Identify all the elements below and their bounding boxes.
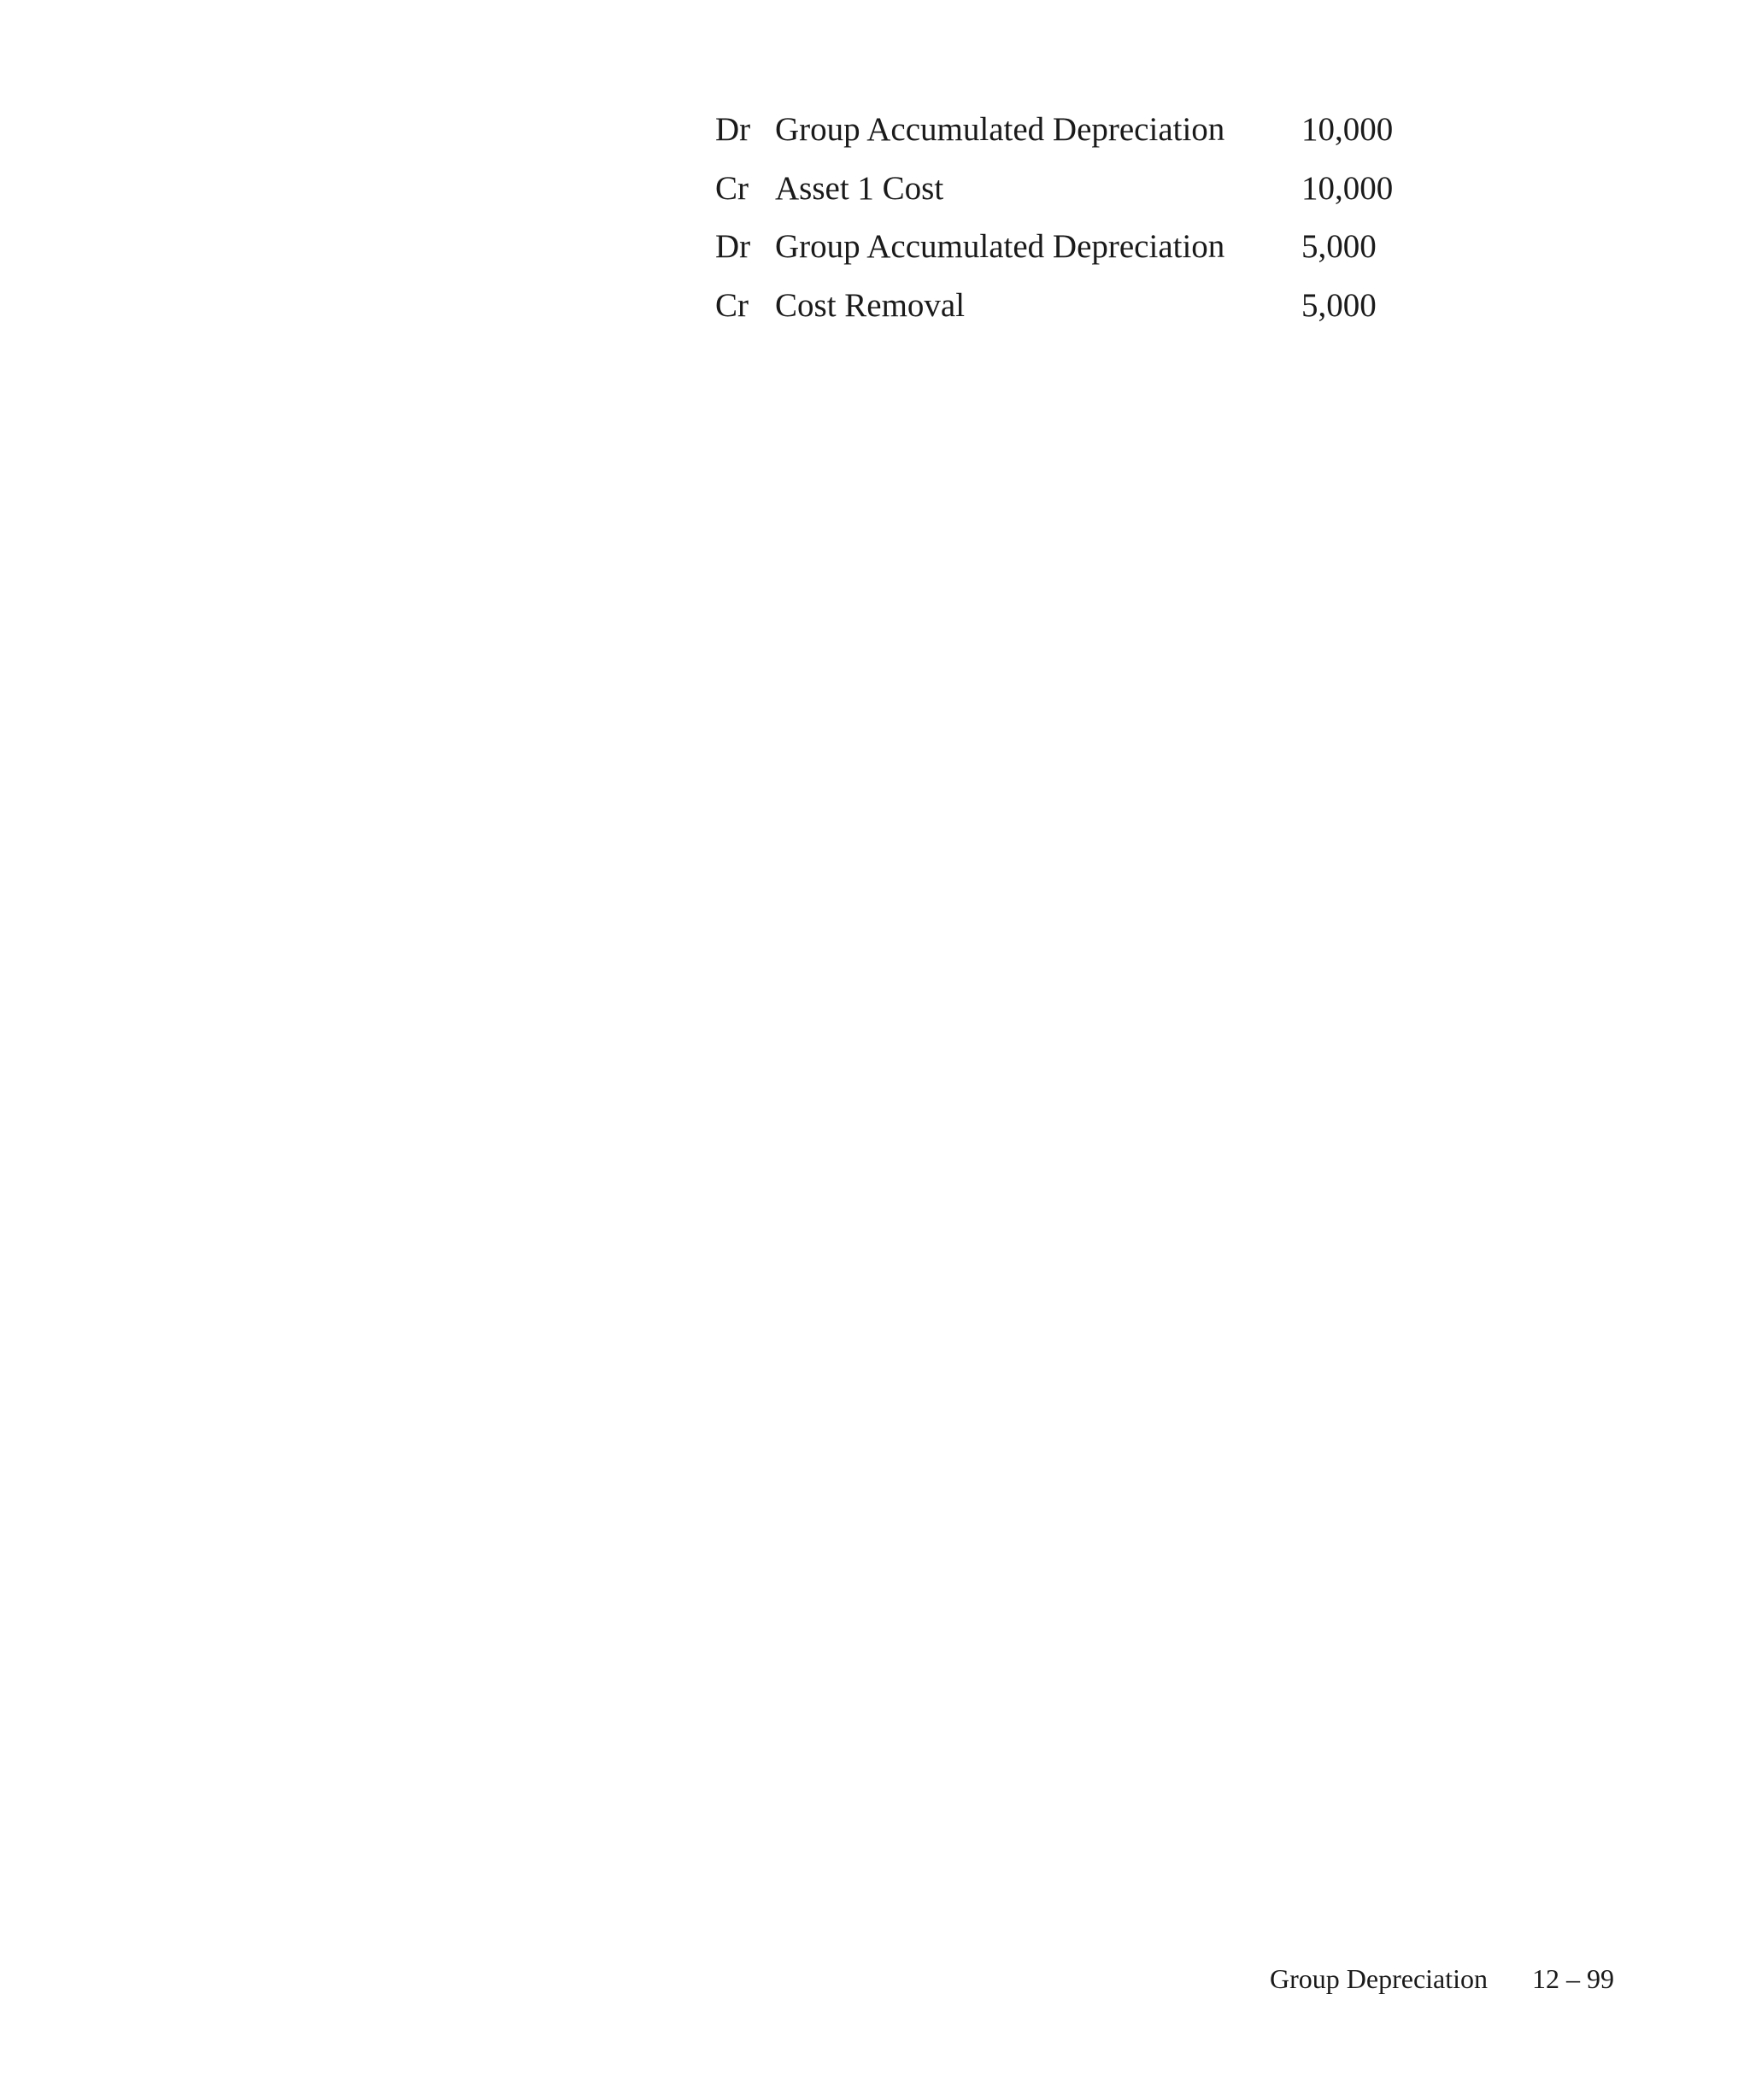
entry-account: Cost Removal (775, 286, 966, 324)
journal-entry-row (715, 221, 1399, 280)
entry-amount: 5,000 (1301, 228, 1377, 265)
entry-amount: 10,000 (1301, 169, 1394, 207)
entry-account: Group Accumulated Depreciation (775, 228, 1225, 265)
journal-entries (715, 104, 1399, 338)
entry-type: Dr (715, 111, 751, 148)
entry-type: Cr (715, 169, 749, 207)
entry-account: Asset 1 Cost (775, 169, 944, 207)
journal-entry-row (715, 280, 1399, 339)
page-footer (1270, 1962, 1614, 1996)
journal-entry-row (715, 163, 1399, 222)
entry-account: Group Accumulated Depreciation (775, 111, 1225, 148)
footer-section-title: Group Depreciation (1270, 1963, 1489, 1994)
entry-amount: 5,000 (1301, 286, 1377, 324)
entry-type: Dr (715, 228, 751, 265)
entry-amount: 10,000 (1301, 111, 1394, 148)
journal-entry-row (715, 104, 1399, 163)
entry-type: Cr (715, 286, 749, 324)
footer-page-number: 12 – 99 (1532, 1963, 1615, 1994)
